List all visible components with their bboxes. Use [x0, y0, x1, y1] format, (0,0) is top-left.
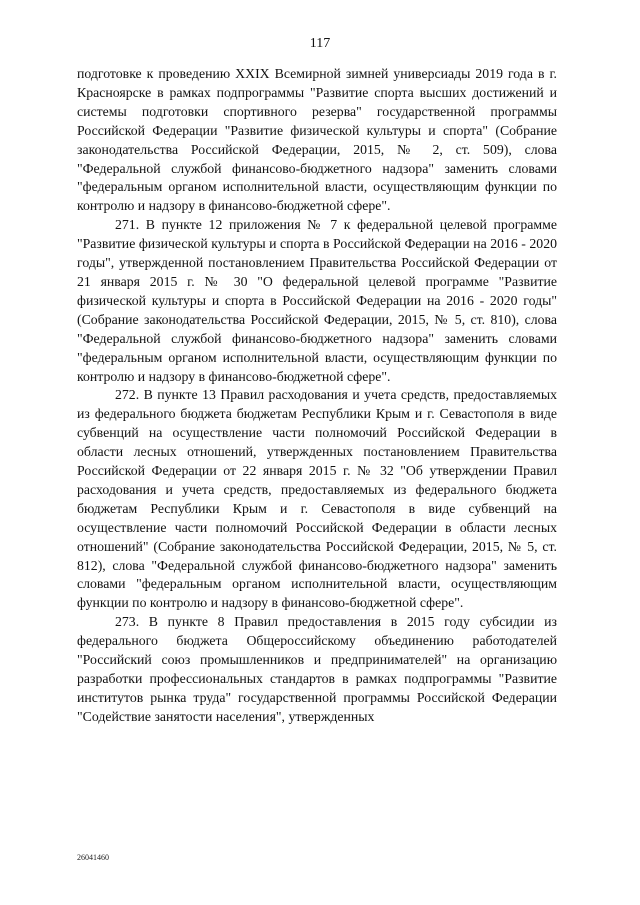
paragraph-continuation: подготовке к проведению XXIX Всемирной зимней универсиады 2019 года в г. Красноярске в рамках подпрограммы "Развитие спорта высших достижений и системы подготовки спортивного резерва" государственной программы Российской Федерации "Развитие физической культуры и спорта" (Собрание законодательства Российской Федерации, 2015, № 2, ст. 509), слова "Федеральной службой финансово-бюджетного надзора" заменить словами "федеральным органом исполнительной власти, осуществляющим функции по контролю и надзору в финансово-бюджетной сфере". — [77, 66, 557, 214]
paragraph-item-273: 273. В пункте 8 Правил предоставления в 2015 году субсидии из федерального бюджета Общероссийскому объединению работодателей "Российский союз промышленников и предпринимателей" на организацию разработки профессиональных стандартов в рамках подпрограммы "Развитие институтов рынка труда" государственной программы Российской Федерации "Содействие занятости населения", утвержденных — [77, 614, 557, 724]
paragraph-item-272: 272. В пункте 13 Правил расходования и учета средств, предоставляемых из федерального бюджета бюджетам Республики Крым и г. Севастополя в виде субвенций на осуществление части полномочий Российской Федерации в области лесных отношений, утвержденных постановлением Правительства Российской Федерации от 22 января 2015 г. № 32 "Об утверждении Правил расходования и учета средств, предоставляемых из федерального бюджета бюджетам Республики Крым и г. Севастополя в виде субвенций на осуществление части полномочий Российской Федерации в области лесных отношений" (Собрание законодательства Российской Федерации, 2015, № 5, ст. 812), слова "Федеральной службой финансово-бюджетного надзора" заменить словами "федеральным органом исполнительной власти, осуществляющим функции по контролю и надзору в финансово-бюджетной сфере". — [77, 387, 557, 611]
document-code: 26041460 — [77, 853, 109, 862]
page-number: 117 — [309, 36, 331, 51]
document-body — [77, 65, 557, 727]
paragraph-item-271: 271. В пункте 12 приложения № 7 к федеральной целевой программе "Развитие физической культуры и спорта в Российской Федерации на 2016 - 2020 годы", утвержденной постановлением Правительства Российской Федерации от 21 января 2015 г. № 30 "О федеральной целевой программе "Развитие физической культуры и спорта в Российской Федерации на 2016 - 2020 годы" (Собрание законодательства Российской Федерации, 2015, № 5, ст. 810), слова "Федеральной службой финансово-бюджетного надзора" заменить словами "федеральным органом исполнительной власти, осуществляющим функции по контролю и надзору в финансово-бюджетной сфере". — [77, 217, 557, 384]
